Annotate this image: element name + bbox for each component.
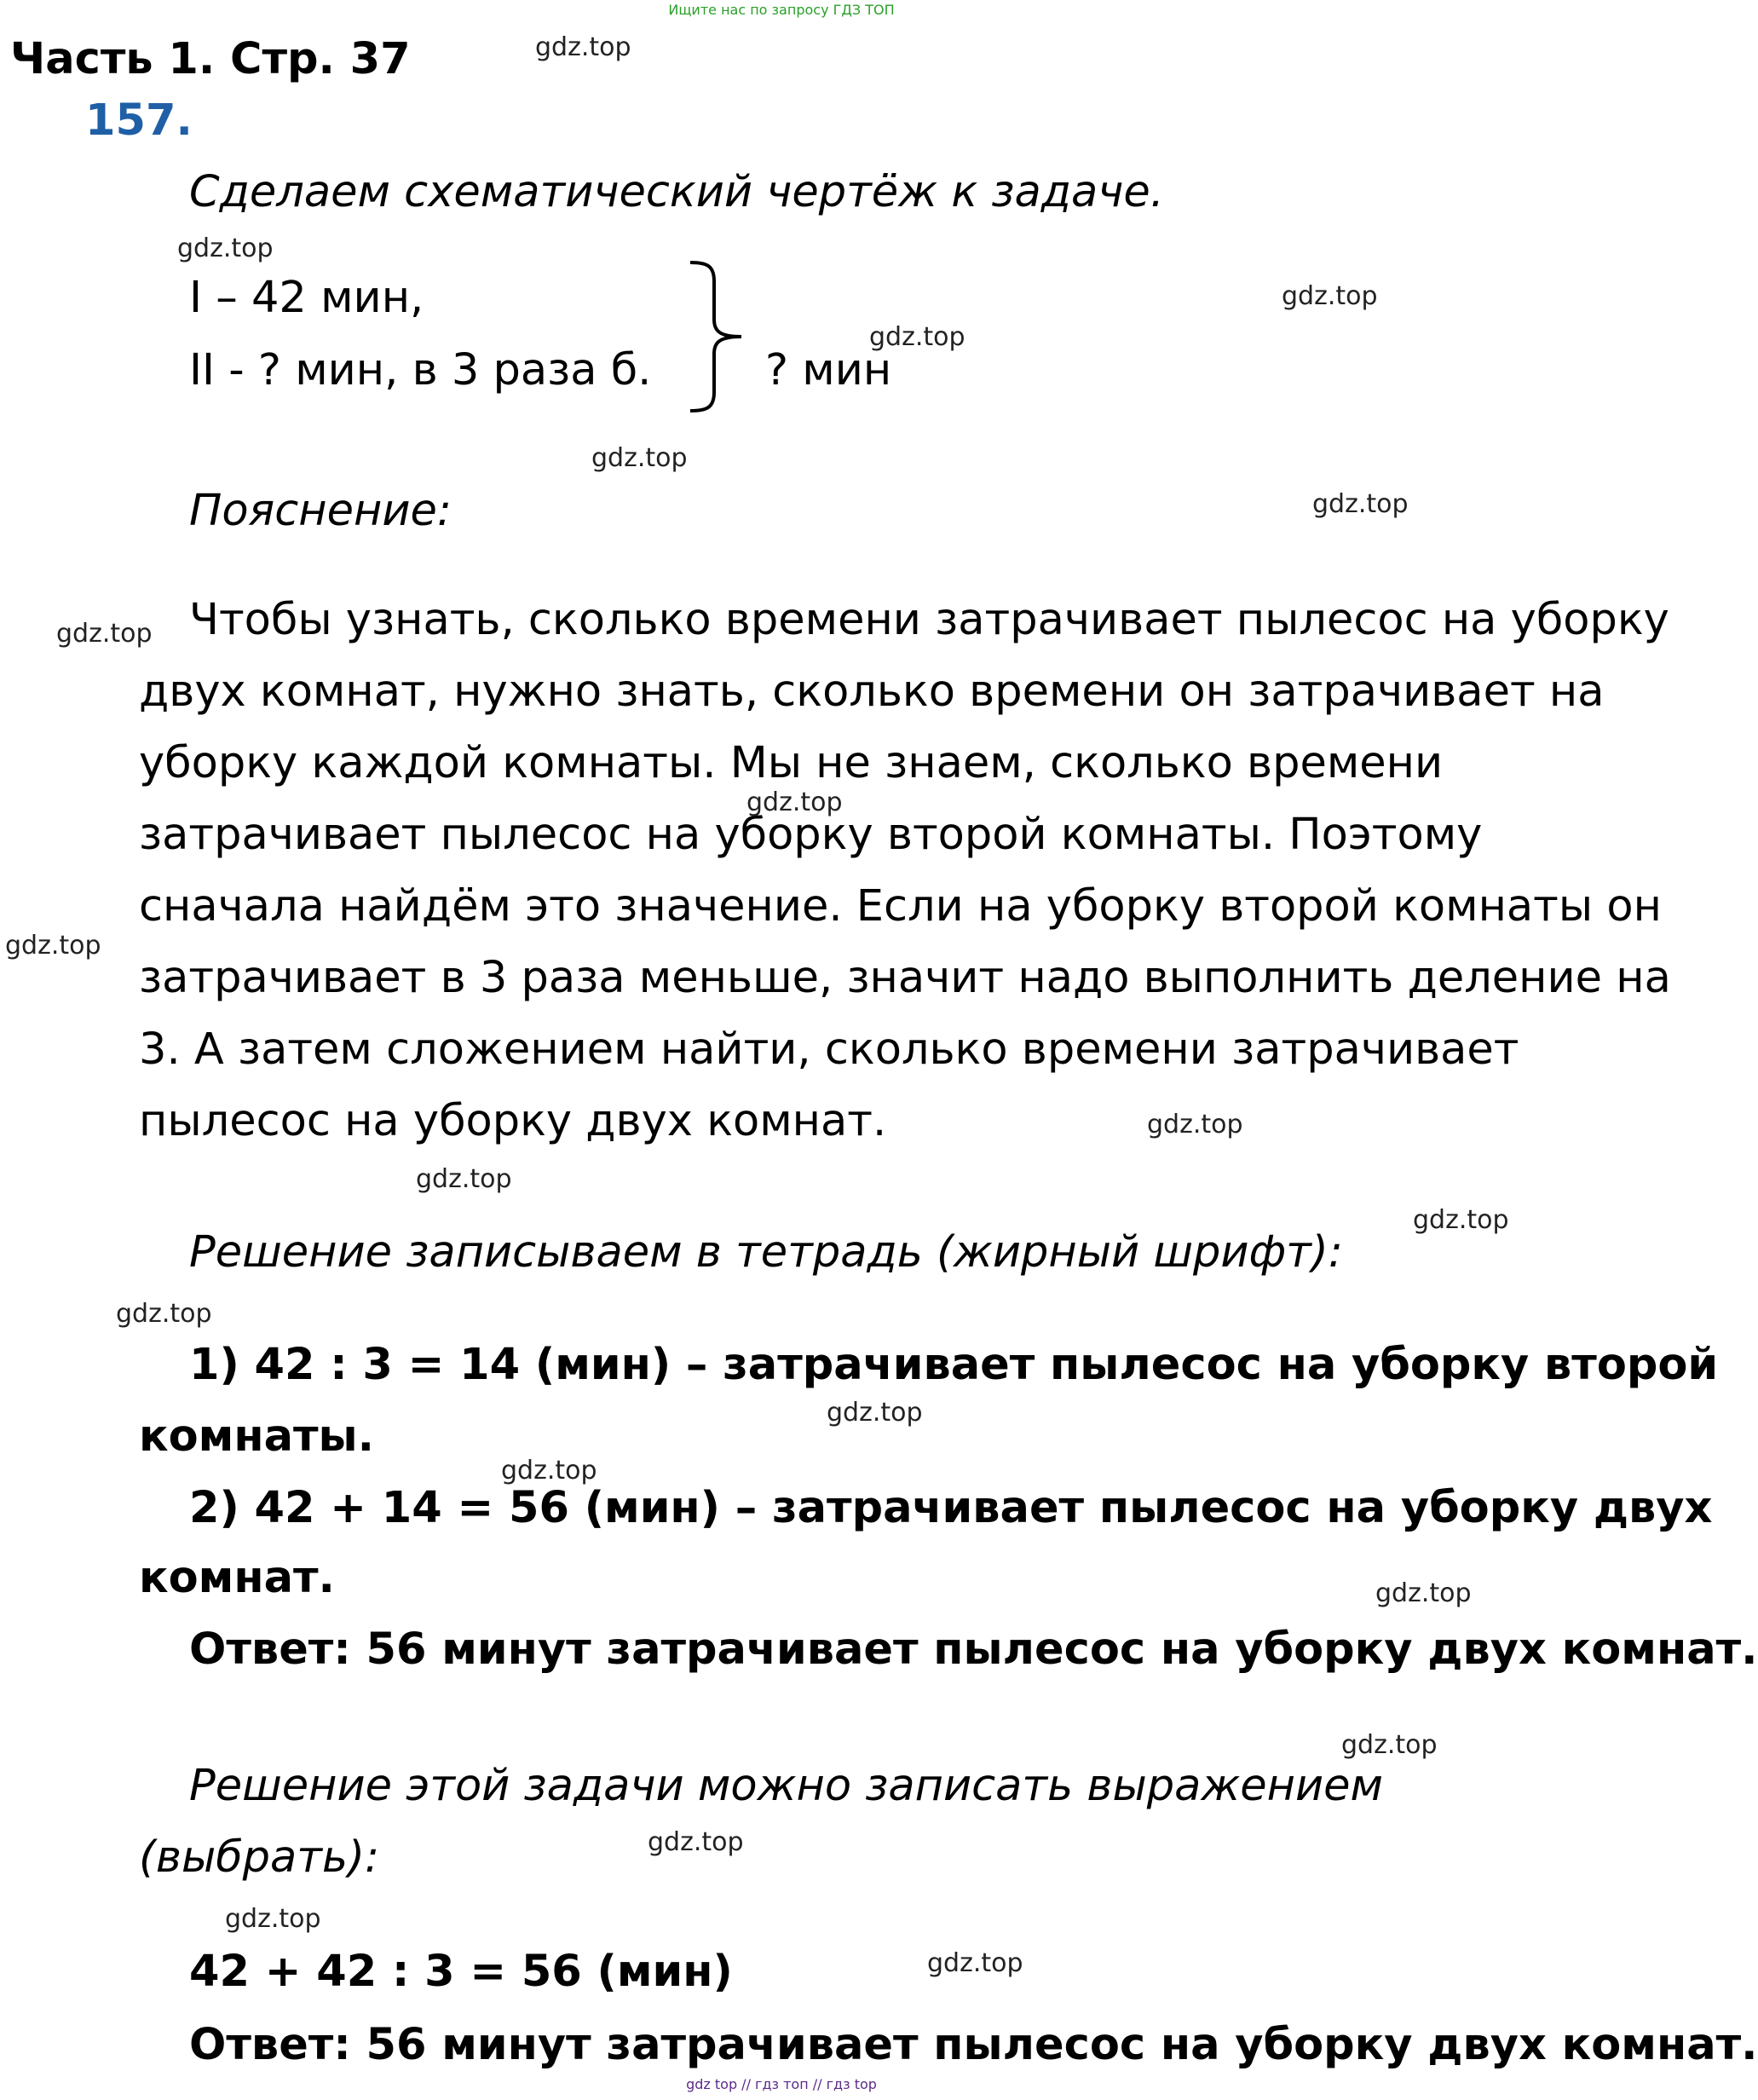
watermark: gdz.top [5,931,101,961]
solution-heading: Решение записываем в тетрадь (жирный шрифт): [189,1227,1343,1278]
explanation-line: сначала найдём это значение. Если на уборку второй комнаты он [139,881,1662,932]
watermark: gdz.top [927,1948,1023,1978]
explanation-line: уборку каждой комнаты. Мы не знаем, сколько времени [139,738,1444,788]
top-search-note: Ищите нас по запросу ГДЗ ТОП [668,2,895,18]
expression-heading-cont: (выбрать): [139,1832,380,1883]
watermark: gdz.top [827,1398,923,1428]
watermark: gdz.top [501,1456,597,1486]
solution-step-2: 2) 42 + 14 = 56 (мин) – затрачивает пылесос на уборку двух [189,1483,1713,1533]
watermark: gdz.top [1312,489,1409,519]
solution-step-1: 1) 42 : 3 = 14 (мин) – затрачивает пылесос на уборку второй [189,1340,1719,1390]
explanation-line: затрачивает в 3 раза меньше, значит надо выполнить деление на [139,953,1671,1003]
watermark: gdz.top [869,322,965,352]
watermark: gdz.top [116,1299,212,1329]
expression-heading: Решение этой задачи можно записать выражением [189,1761,1384,1811]
watermark: gdz.top [1147,1110,1243,1139]
watermark: gdz.top [535,32,631,62]
explanation-line: пылесос на уборку двух комнат. [139,1096,887,1146]
watermark: gdz.top [1282,281,1378,311]
watermark: gdz.top [1413,1205,1509,1235]
solution-step-2-cont: комнат. [139,1553,335,1603]
watermark: gdz.top [591,443,688,473]
page-title: Часть 1. Стр. 37 [10,34,411,84]
watermark: gdz.top [416,1164,512,1194]
watermark: gdz.top [746,788,843,817]
scheme-intro: Сделаем схематический чертёж к задаче. [189,167,1164,217]
watermark: gdz.top [56,619,153,649]
task-number: 157. [85,95,193,146]
watermark: gdz.top [1375,1578,1472,1608]
scheme-line-2: II - ? мин, в 3 раза б. [189,345,652,395]
solution-answer: Ответ: 56 минут затрачивает пылесос на уборку двух комнат. [189,1624,1758,1675]
expression-formula: 42 + 42 : 3 = 56 (мин) [189,1947,733,1997]
curly-brace-icon [682,256,750,418]
watermark: gdz.top [1341,1730,1438,1760]
solution-step-1-cont: комнаты. [139,1411,375,1462]
expression-answer: Ответ: 56 минут затрачивает пылесос на уборку двух комнат. [189,2020,1758,2070]
watermark: gdz.top [177,234,274,263]
explanation-line: затрачивает пылесос на уборку второй комнаты. Поэтому [139,810,1483,860]
scheme-result: ? мин [765,345,892,395]
watermark: gdz.top [648,1827,744,1857]
explanation-line: двух комнат, нужно знать, сколько времени он затрачивает на [139,666,1605,717]
explanation-heading: Пояснение: [189,486,452,536]
bottom-watermark-note: gdz top // гдз топ // гдз top [686,2076,877,2092]
explanation-line: 3. А затем сложением найти, сколько времени затрачивает [139,1024,1519,1075]
scheme-line-1: I – 42 мин, [189,273,424,323]
explanation-line: Чтобы узнать, сколько времени затрачивает пылесос на уборку [189,595,1669,645]
watermark: gdz.top [225,1904,321,1934]
